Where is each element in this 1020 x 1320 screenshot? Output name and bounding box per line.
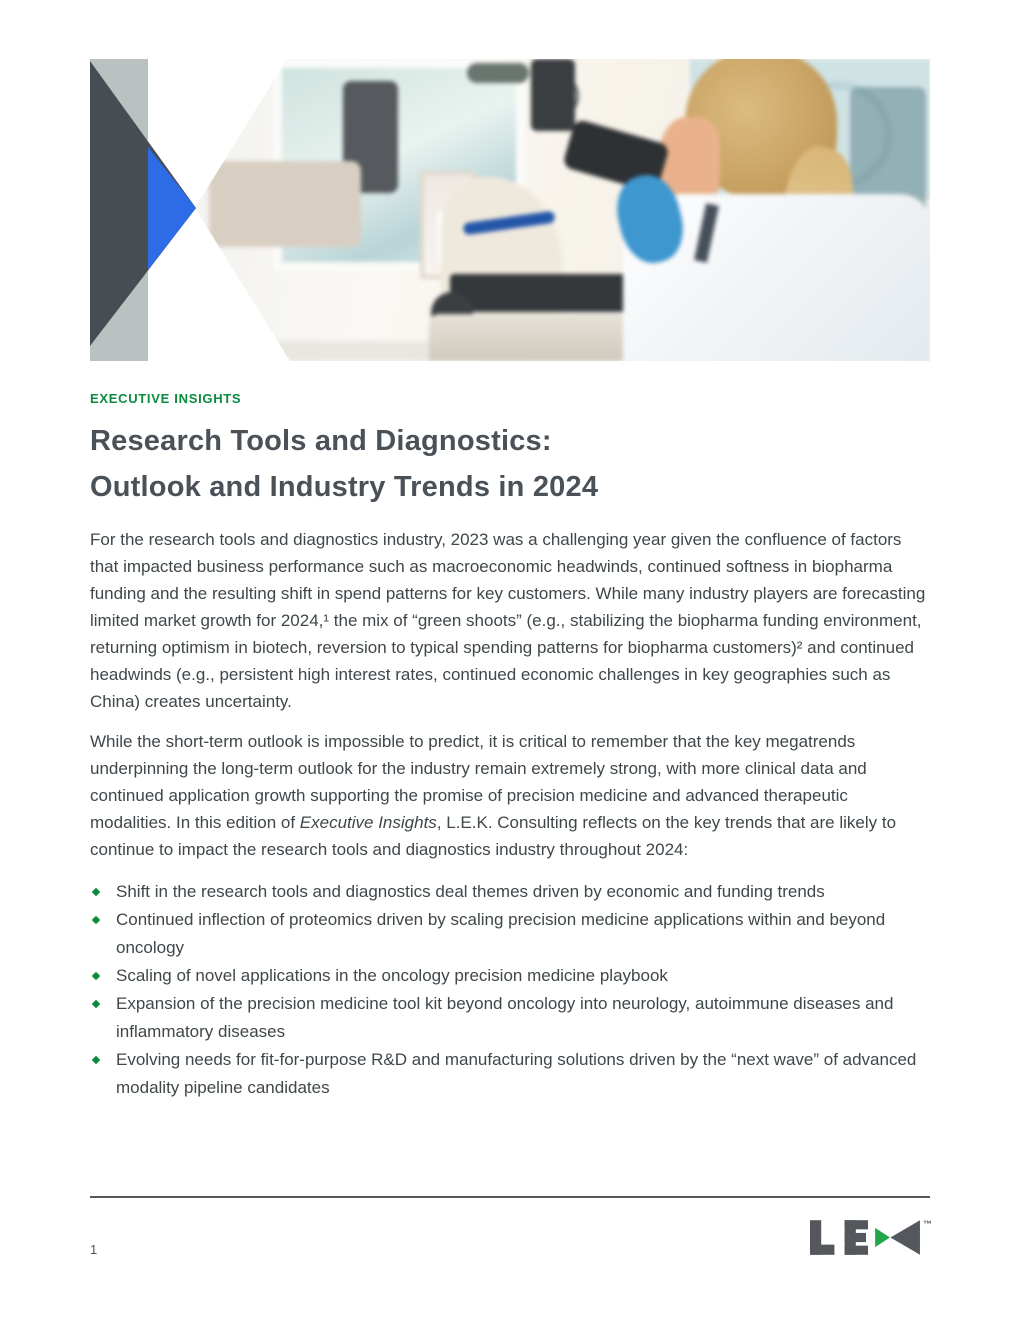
list-item-text: Scaling of novel applications in the oncology precision medicine playbook [116, 966, 668, 985]
list-item-text: Expansion of the precision medicine tool kit beyond oncology into neurology, autoimmune diseases and inflammatory diseases [116, 994, 894, 1041]
lek-logo [810, 1220, 932, 1255]
title-line-1: Research Tools and Diagnostics: [90, 425, 552, 457]
hero-banner [90, 59, 930, 361]
logo-k-green-triangle [875, 1228, 890, 1247]
list-item [90, 990, 930, 1046]
list-item [90, 962, 930, 990]
second-paragraph [90, 728, 930, 863]
list-item [90, 1046, 930, 1102]
key-trends-list [90, 878, 930, 1102]
lek-logo-mark [810, 1220, 922, 1255]
second-paragraph-text-end: , L.E.K. Consulting reflects on the key trends that are likely to continue to impact the research tools and diagnostics industry throughout 2024: [90, 813, 897, 859]
page-number: 1 [90, 1242, 98, 1257]
publication-name: Executive Insights [299, 813, 437, 832]
list-item-text: Continued inflection of proteomics driven by scaling precision medicine applications within and beyond oncology [116, 910, 886, 957]
list-item-text: Shift in the research tools and diagnostics deal themes driven by economic and funding trends [116, 882, 825, 901]
bullet-icon [92, 1056, 100, 1064]
page-title [90, 418, 930, 510]
second-paragraph-text: While the short-term outlook is impossible to predict, it is critical to remember that the key megatrends underpinning the long-term outlook for the industry remain extremely strong, with more clinical data and continued application growth supporting the promise of precision medicine and advanced therapeutic modalities. In this edition of [90, 732, 867, 832]
microscope-stage [450, 274, 632, 312]
title-line-2: Outlook and Industry Trends in 2024 [90, 471, 599, 503]
intro-paragraph: For the research tools and diagnostics industry, 2023 was a challenging year given the confluence of factors that impacted business performance such as macroeconomic headwinds, continued softness in biopharma funding and the resulting shift in spend patterns for key customers. While many industry players are forecasting limited market growth for 2024,¹ the mix of “green shoots” (e.g., stabilizing the biopharma funding environment, returning optimism in biotech, reversion to typical spending patterns for biopharma customers)² and continued headwinds (e.g., persistent high interest rates, continued economic challenges in key geographies such as China) creates uncertainty. [90, 530, 926, 711]
bullet-icon [92, 916, 100, 924]
bullet-icon [92, 972, 100, 980]
footer-divider [90, 1196, 930, 1198]
hero-photo [195, 59, 930, 361]
reflected-machine-shape [209, 161, 361, 247]
bullet-icon [92, 888, 100, 896]
logo-k-gray-triangle [890, 1220, 920, 1255]
lab-scene-illustration [195, 59, 930, 361]
list-item [90, 878, 930, 906]
eyebrow-label: EXECUTIVE INSIGHTS [90, 391, 242, 406]
list-item-text: Evolving needs for fit-for-purpose R&D and manufacturing solutions driven by the “next wave” of advanced modality pipeline candidates [116, 1050, 917, 1097]
bullet-icon [92, 1000, 100, 1008]
list-item [90, 906, 930, 962]
microscope-camera-tube [531, 59, 575, 131]
trademark-symbol: ™ [923, 1219, 932, 1229]
microscope-base [429, 314, 641, 361]
